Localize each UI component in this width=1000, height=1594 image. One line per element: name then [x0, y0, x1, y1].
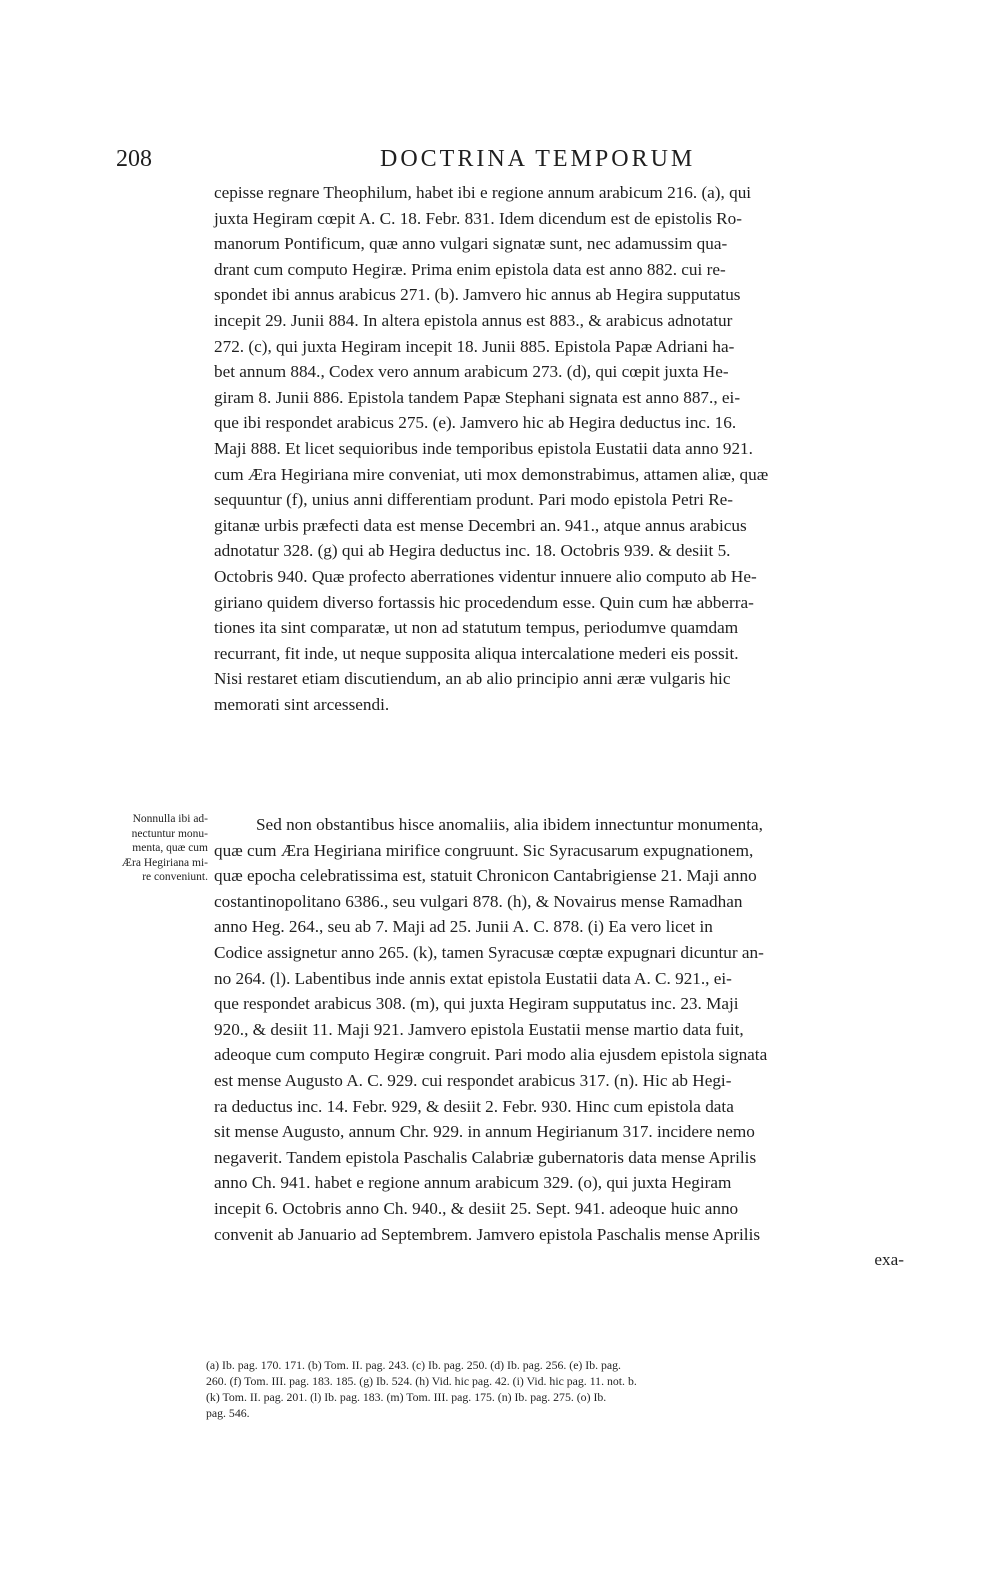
page-number: 208	[116, 146, 152, 172]
text-line: que ibi respondet arabicus 275. (e). Jamvero hic ab Hegira deductus inc. 16.	[214, 413, 737, 433]
footnote-line: 260. (f) Tom. III. pag. 183. 185. (g) Ib. 524. (h) Vid. hic pag. 42. (i) Vid. hic pag. 11. not. b.	[206, 1374, 637, 1388]
text-line: quæ cum Æra Hegiriana mirifice congruunt. Sic Syracusarum expugnationem,	[214, 840, 754, 860]
text-line: 920., & desiit 11. Maji 921. Jamvero epistola Eustatii mense martio data fuit,	[214, 1019, 744, 1039]
footnote-line: (k) Tom. II. pag. 201. (l) Ib. pag. 183. (m) Tom. III. pag. 175. (n) Ib. pag. 275. (o) Ib.	[206, 1390, 607, 1404]
text-line: sit mense Augusto, annum Chr. 929. in annum Hegirianum 317. incidere nemo	[214, 1122, 755, 1142]
text-line: Sed non obstantibus hisce anomaliis, alia ibidem innectuntur monumenta,	[256, 815, 763, 834]
text-line: quæ epocha celebratissima est, statuit Chronicon Cantabrigiense 21. Maji anno	[214, 866, 757, 886]
margin-note-line: menta, quæ cum	[132, 842, 208, 854]
text-line: recurrant, fit inde, ut neque supposita aliqua intercalatione mederi eis possit.	[214, 643, 739, 663]
text-line: memorati sint arcessendi.	[214, 694, 390, 714]
text-line: Nisi restaret etiam discutiendum, an ab alio principio anni æræ vulgaris hic	[214, 669, 731, 689]
text-line: drant cum computo Hegiræ. Prima enim epistola data est anno 882. cui re-	[214, 259, 726, 279]
text-line: tiones ita sint comparatæ, ut non ad statutum tempus, periodumve quamdam	[214, 618, 739, 638]
text-line: convenit ab Januario ad Septembrem. Jamvero epistola Paschalis mense Aprilis	[214, 1224, 761, 1244]
text-line: anno Ch. 941. habet e regione annum arabicum 329. (o), qui juxta Hegiram	[214, 1173, 732, 1193]
running-title: DOCTRINA TEMPORUM	[380, 146, 696, 172]
text-line: negaverit. Tandem epistola Paschalis Calabriæ gubernatoris data mense Aprilis	[214, 1147, 757, 1167]
catchword: exa-	[874, 1250, 904, 1270]
footnotes	[206, 1357, 906, 1421]
text-line: sequuntur (f), unius anni differentiam produnt. Pari modo epistola Petri Re-	[214, 490, 734, 510]
text-line: que respondet arabicus 308. (m), qui juxta Hegiram supputatus inc. 23. Maji	[214, 994, 739, 1014]
margin-note-line: Æra Hegiriana mi-	[121, 856, 208, 869]
text-line: adnotatur 328. (g) qui ab Hegira deductus inc. 18. Octobris 939. & desiit 5.	[214, 541, 731, 561]
text-line: est mense Augusto A. C. 929. cui respondet arabicus 317. (n). Hic ab Hegi-	[214, 1070, 732, 1090]
text-line: bet annum 884., Codex vero annum arabicum 273. (d), qui cœpit juxta He-	[214, 362, 729, 382]
text-line: ra deductus inc. 14. Febr. 929, & desiit 2. Febr. 930. Hinc cum epistola data	[214, 1096, 734, 1116]
text-line: Maji 888. Et licet sequioribus inde temporibus epistola Eustatii data anno 921.	[214, 438, 753, 458]
footnote-line: (a) Ib. pag. 170. 171. (b) Tom. II. pag. 243. (c) Ib. pag. 250. (d) Ib. pag. 256. (e) Ib. pag.	[206, 1358, 622, 1372]
margin-note-line: nectuntur monu-	[131, 827, 208, 840]
margin-note-line: Nonnulla ibi ad-	[132, 813, 208, 825]
text-line: Octobris 940. Quæ profecto aberrationes videntur innuere alio computo ab He-	[214, 566, 757, 586]
text-line: manorum Pontificum, quæ anno vulgari signatæ sunt, nec adamussim qua-	[214, 234, 728, 254]
text-line: gitanæ urbis præfecti data est mense Decembri an. 941., atque annus arabicus	[214, 515, 747, 535]
text-line: giriano quidem diverso fortassis hic procedendum esse. Quin cum hæ abberra-	[214, 592, 754, 612]
text-line: no 264. (l). Labentibus inde annis extat epistola Eustatii data A. C. 921., ei-	[214, 968, 732, 988]
text-line: cepisse regnare Theophilum, habet ibi e regione annum arabicum 216. (a), qui	[214, 183, 752, 202]
margin-note-line: re conveniunt.	[142, 871, 208, 883]
text-line: spondet ibi annus arabicus 271. (b). Jamvero hic annus ab Hegira supputatus	[214, 285, 741, 305]
text-line: giram 8. Junii 886. Epistola tandem Papæ Stephani signata est anno 887., ei-	[214, 387, 741, 407]
main-paragraph-2	[214, 812, 904, 1273]
margin-note	[76, 812, 208, 885]
text-line: 272. (c), qui juxta Hegiram incepit 18. Junii 885. Epistola Papæ Adriani ha-	[214, 336, 735, 356]
text-line: anno Heg. 264., seu ab 7. Maji ad 25. Junii A. C. 878. (i) Ea vero licet in	[214, 917, 713, 937]
footnote-line: pag. 546.	[206, 1406, 250, 1420]
text-line: incepit 6. Octobris anno Ch. 940., & desiit 25. Sept. 941. adeoque huic anno	[214, 1198, 739, 1218]
text-line: adeoque cum computo Hegiræ congruit. Pari modo alia ejusdem epistola signata	[214, 1045, 768, 1065]
text-line: incepit 29. Junii 884. In altera epistola annus est 883., & arabicus adnotatur	[214, 310, 733, 330]
main-paragraph-1	[214, 180, 904, 717]
text-line: Codice assignetur anno 265. (k), tamen Syracusæ cœptæ expugnari dicuntur an-	[214, 942, 764, 962]
text-line: costantinopolitano 6386., seu vulgari 878. (h), & Novairus mense Ramadhan	[214, 891, 743, 911]
text-line: juxta Hegiram cœpit A. C. 18. Febr. 831. Idem dicendum est de epistolis Ro-	[214, 208, 742, 228]
text-line: cum Æra Hegiriana mire conveniat, uti mox demonstrabimus, attamen aliæ, quæ	[214, 464, 769, 484]
